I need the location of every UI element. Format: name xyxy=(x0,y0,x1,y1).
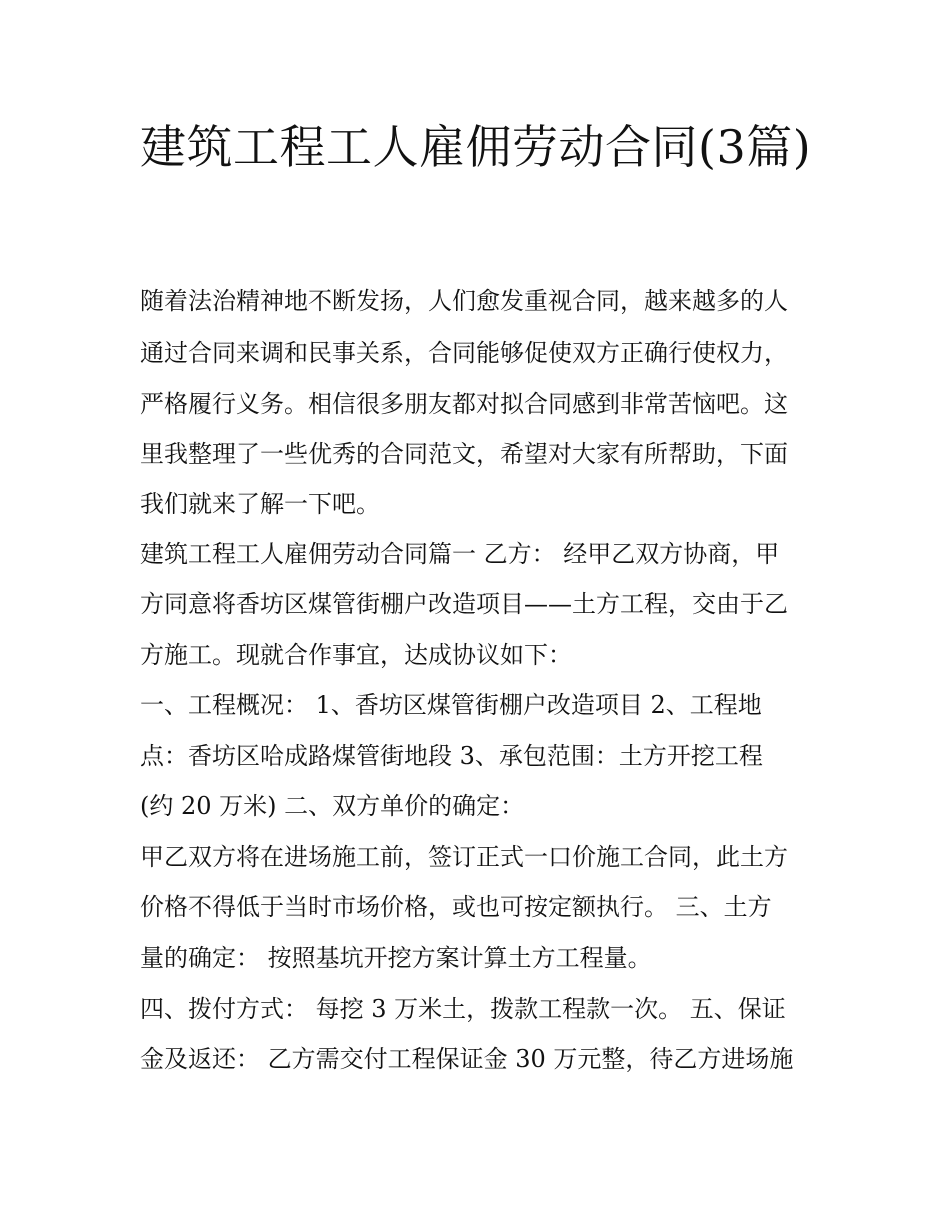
text-line: 价格不得低于当时市场价格，或也可按定额执行。 三、土方 xyxy=(140,893,772,921)
text-line: 建筑工程工人雇佣劳动合同篇一 乙方： 经甲乙双方协商，甲 xyxy=(140,540,780,568)
text-line: 方同意将香坊区煤管街棚户改造项目——土方工程，交由于乙 xyxy=(140,590,788,618)
text-line: 甲乙双方将在进场施工前，签订正式一口价施工合同，此土方 xyxy=(140,843,788,871)
text-line: 我们就来了解一下吧。 xyxy=(140,490,380,518)
text-line: 四、拨付方式： 每挖 3 万米土，拨款工程款一次。 五、保证 xyxy=(140,995,786,1023)
text-line: 严格履行义务。相信很多朋友都对拟合同感到非常苦恼吧。这 xyxy=(140,390,788,418)
document-title: 建筑工程工人雇佣劳动合同(3篇) xyxy=(140,120,812,174)
text-line: 量的确定： 按照基坑开挖方案计算土方工程量。 xyxy=(140,944,652,972)
text-line: 金及返还： 乙方需交付工程保证金 30 万元整，待乙方进场施 xyxy=(140,1045,794,1073)
text-line: 方施工。现就合作事宜，达成协议如下： xyxy=(140,641,572,669)
text-line: 点：香坊区哈成路煤管街地段 3、承包范围：土方开挖工程 xyxy=(140,742,763,770)
text-line: 通过合同来调和民事关系，合同能够促使双方正确行使权力， xyxy=(140,339,788,367)
text-line: 随着法治精神地不断发扬，人们愈发重视合同，越来越多的人 xyxy=(140,287,788,315)
text-line: (约 20 万米) 二、双方单价的确定： xyxy=(140,792,525,820)
text-line: 一、工程概况： 1、香坊区煤管街棚户改造项目 2、工程地 xyxy=(140,691,762,719)
text-line: 里我整理了一些优秀的合同范文，希望对大家有所帮助，下面 xyxy=(140,440,788,468)
